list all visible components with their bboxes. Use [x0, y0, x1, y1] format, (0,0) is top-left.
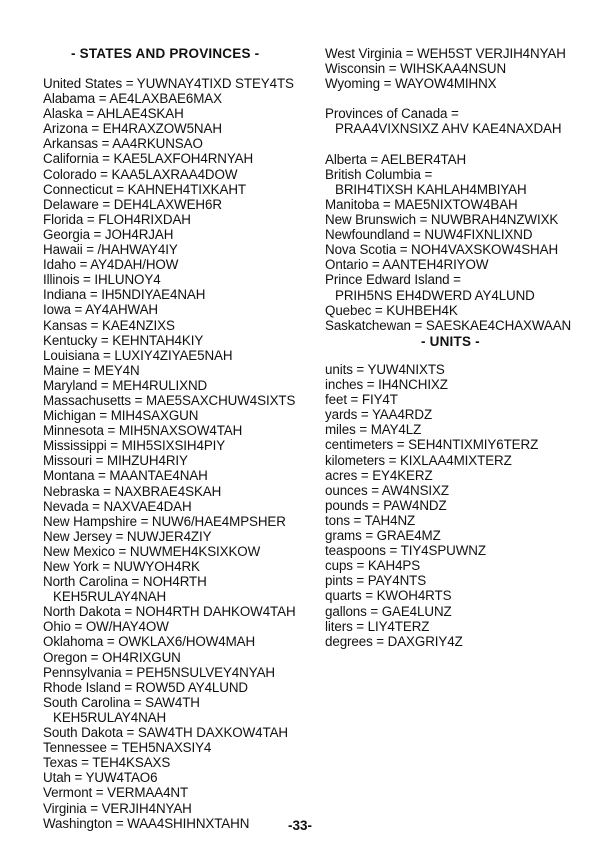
province-entry-continuation: PRIH5NS EH4DWERD AY4LUND [335, 287, 535, 303]
province-entry: Ontario = AANTEH4RIYOW [325, 257, 489, 273]
state-entry: Virginia = VERJIH4NYAH [43, 800, 192, 816]
state-entry: Tennessee = TEH5NAXSIY4 [43, 740, 212, 756]
states-list [43, 76, 313, 831]
province-entry-continuation: BRIH4TIXSH KAHLAH4MBIYAH [335, 181, 527, 197]
province-entry: Newfoundland = NUW4FIXNLIXND [325, 227, 533, 243]
state-entry: New Jersey = NUWJER4ZIY [43, 528, 212, 544]
unit-entry: degrees = DAXGRIY4Z [325, 633, 463, 649]
unit-entry: liters = LIY4TERZ [325, 618, 430, 634]
state-entry: Kansas = KAE4NZIXS [43, 317, 175, 333]
province-entry: Quebec = KUHBEH4K [325, 302, 458, 318]
state-entry: Idaho = AY4DAH/HOW [43, 257, 179, 273]
state-entry: Alaska = AHLAE4SKAH [43, 106, 184, 122]
unit-entry: feet = FIY4T [325, 392, 398, 408]
blank-line [325, 91, 595, 106]
state-entry: California = KAE5LAXFOH4RNYAH [43, 151, 254, 167]
state-entry: Montana = MAANTAE4NAH [43, 468, 208, 484]
state-entry: North Dakota = NOH4RTH DAHKOW4TAH [43, 604, 296, 620]
state-entry: Michigan = MIH4SAXGUN [43, 408, 199, 424]
state-entry: Oregon = OH4RIXGUN [43, 649, 181, 665]
state-entry: Maryland = MEH4RULIXND [43, 377, 208, 393]
state-entry-continuation: KEH5RULAY4NAH [53, 589, 167, 605]
province-entry: Alberta = AELBER4TAH [325, 151, 467, 167]
units-list [325, 362, 595, 649]
province-entry: Saskatchewan = SAESKAE4CHAXWAAN [325, 317, 572, 333]
state-entry: Delaware = DEH4LAXWEH6R [43, 196, 222, 212]
state-entry: Nebraska = NAXBRAE4SKAH [43, 483, 222, 499]
unit-entry: miles = MAY4LZ [325, 422, 422, 438]
state-entry: Missouri = MIHZUH4RIY [43, 453, 188, 469]
state-entry: Iowa = AY4AHWAH [43, 302, 158, 318]
unit-entry: tons = TAH4NZ [325, 512, 416, 528]
province-entry: West Virginia = WEH5ST VERJIH4NYAH [325, 46, 566, 61]
state-entry: Indiana = IH5NDIYAE4NAH [43, 287, 206, 303]
province-entry: Prince Edward Island = [325, 272, 461, 288]
unit-entry: gallons = GAE4LUNZ [325, 603, 452, 619]
province-entry-continuation: PRAA4VIXNSIXZ AHV KAE4NAXDAH [335, 121, 562, 137]
unit-entry: inches = IH4NCHIXZ [325, 377, 448, 393]
state-entry: Connecticut = KAHNEH4TIXKAHT [43, 181, 246, 197]
state-entry: New York = NUWYOH4RK [43, 559, 200, 574]
state-entry: Texas = TEH4KSAXS [43, 755, 171, 771]
unit-entry: teaspoons = TIY4SPUWNZ [325, 543, 486, 559]
unit-entry: centimeters = SEH4NTIXMIY6TERZ [325, 437, 539, 453]
blank-line [325, 137, 595, 152]
state-entry: Oklahoma = OWKLAX6/HOW4MAH [43, 634, 256, 650]
unit-entry: quarts = KWOH4RTS [325, 588, 452, 604]
state-entry: Utah = YUW4TAO6 [43, 770, 158, 786]
state-entry: Massachusetts = MAE5SAXCHUW4SIXTS [43, 392, 296, 408]
province-entry: New Brunswich = NUWBRAH4NZWIXK [325, 212, 559, 228]
state-entry: Florida = FLOH4RIXDAH [43, 211, 191, 227]
state-entry: Washington = WAA4SHIHNXTAHN [43, 815, 250, 831]
province-entry: Provinces of Canada = [325, 106, 459, 122]
state-entry: Minnesota = MIH5NAXSOW4TAH [43, 423, 243, 439]
unit-entry: pints = PAY4NTS [325, 573, 427, 589]
state-entry: Colorado = KAA5LAXRAA4DOW [43, 166, 238, 182]
state-entry: Maine = MEY4N [43, 362, 140, 378]
state-entry: New Hampshire = NUW6/HAE4MPSHER [43, 513, 286, 529]
state-entry: Alabama = AE4LAXBAE6MAX [43, 91, 222, 107]
state-entry-continuation: KEH5RULAY4NAH [53, 709, 167, 725]
province-entry: Wyoming = WAYOW4MIHNX [325, 76, 497, 92]
provinces-list [325, 46, 595, 333]
unit-entry: kilometers = KIXLAA4MIXTERZ [325, 452, 512, 468]
units-heading: - UNITS - [421, 334, 480, 349]
page-number: -33- [287, 818, 312, 833]
state-entry: North Carolina = NOH4RTH [43, 574, 207, 590]
province-entry: Nova Scotia = NOH4VAXSKOW4SHAH [325, 242, 559, 258]
state-entry: Vermont = VERMAA4NT [43, 785, 189, 801]
unit-entry: pounds = PAW4NDZ [325, 497, 447, 513]
province-entry: Manitoba = MAE5NIXTOW4BAH [325, 196, 518, 212]
unit-entry: units = YUW4NIXTS [325, 362, 445, 377]
state-entry: Louisiana = LUXIY4ZIYAE5NAH [43, 347, 233, 363]
state-entry: South Dakota = SAW4TH DAXKOW4TAH [43, 725, 288, 741]
state-entry: Ohio = OW/HAY4OW [43, 619, 169, 635]
state-entry: Rhode Island = ROW5D AY4LUND [43, 679, 248, 695]
states-heading: - STATES AND PROVINCES - [71, 46, 260, 61]
state-entry: Mississippi = MIH5SIXSIH4PIY [43, 438, 226, 454]
state-entry: United States = YUWNAY4TIXD STEY4TS [43, 76, 294, 91]
state-entry: Nevada = NAXVAE4DAH [43, 498, 192, 514]
state-entry: Pennsylvania = PEH5NSULVEY4NYAH [43, 664, 275, 680]
state-entry: Arizona = EH4RAXZOW5NAH [43, 121, 222, 137]
state-entry: New Mexico = NUWMEH4KSIXKOW [43, 543, 261, 559]
state-entry: Kentucky = KEHNTAH4KIY [43, 332, 204, 348]
state-entry: Georgia = JOH4RJAH [43, 226, 174, 242]
unit-entry: yards = YAA4RDZ [325, 407, 433, 423]
province-entry: British Columbia = [325, 166, 433, 182]
unit-entry: acres = EY4KERZ [325, 467, 433, 483]
state-entry: Illinois = IHLUNOY4 [43, 272, 161, 288]
province-entry: Wisconsin = WIHSKAA4NSUN [325, 61, 507, 77]
state-entry: Arkansas = AA4RKUNSAO [43, 136, 203, 152]
unit-entry: ounces = AW4NSIXZ [325, 482, 449, 498]
state-entry: Hawaii = /HAHWAY4IY [43, 242, 178, 258]
state-entry: South Carolina = SAW4TH [43, 694, 200, 710]
unit-entry: grams = GRAE4MZ [325, 528, 441, 544]
unit-entry: cups = KAH4PS [325, 558, 421, 574]
